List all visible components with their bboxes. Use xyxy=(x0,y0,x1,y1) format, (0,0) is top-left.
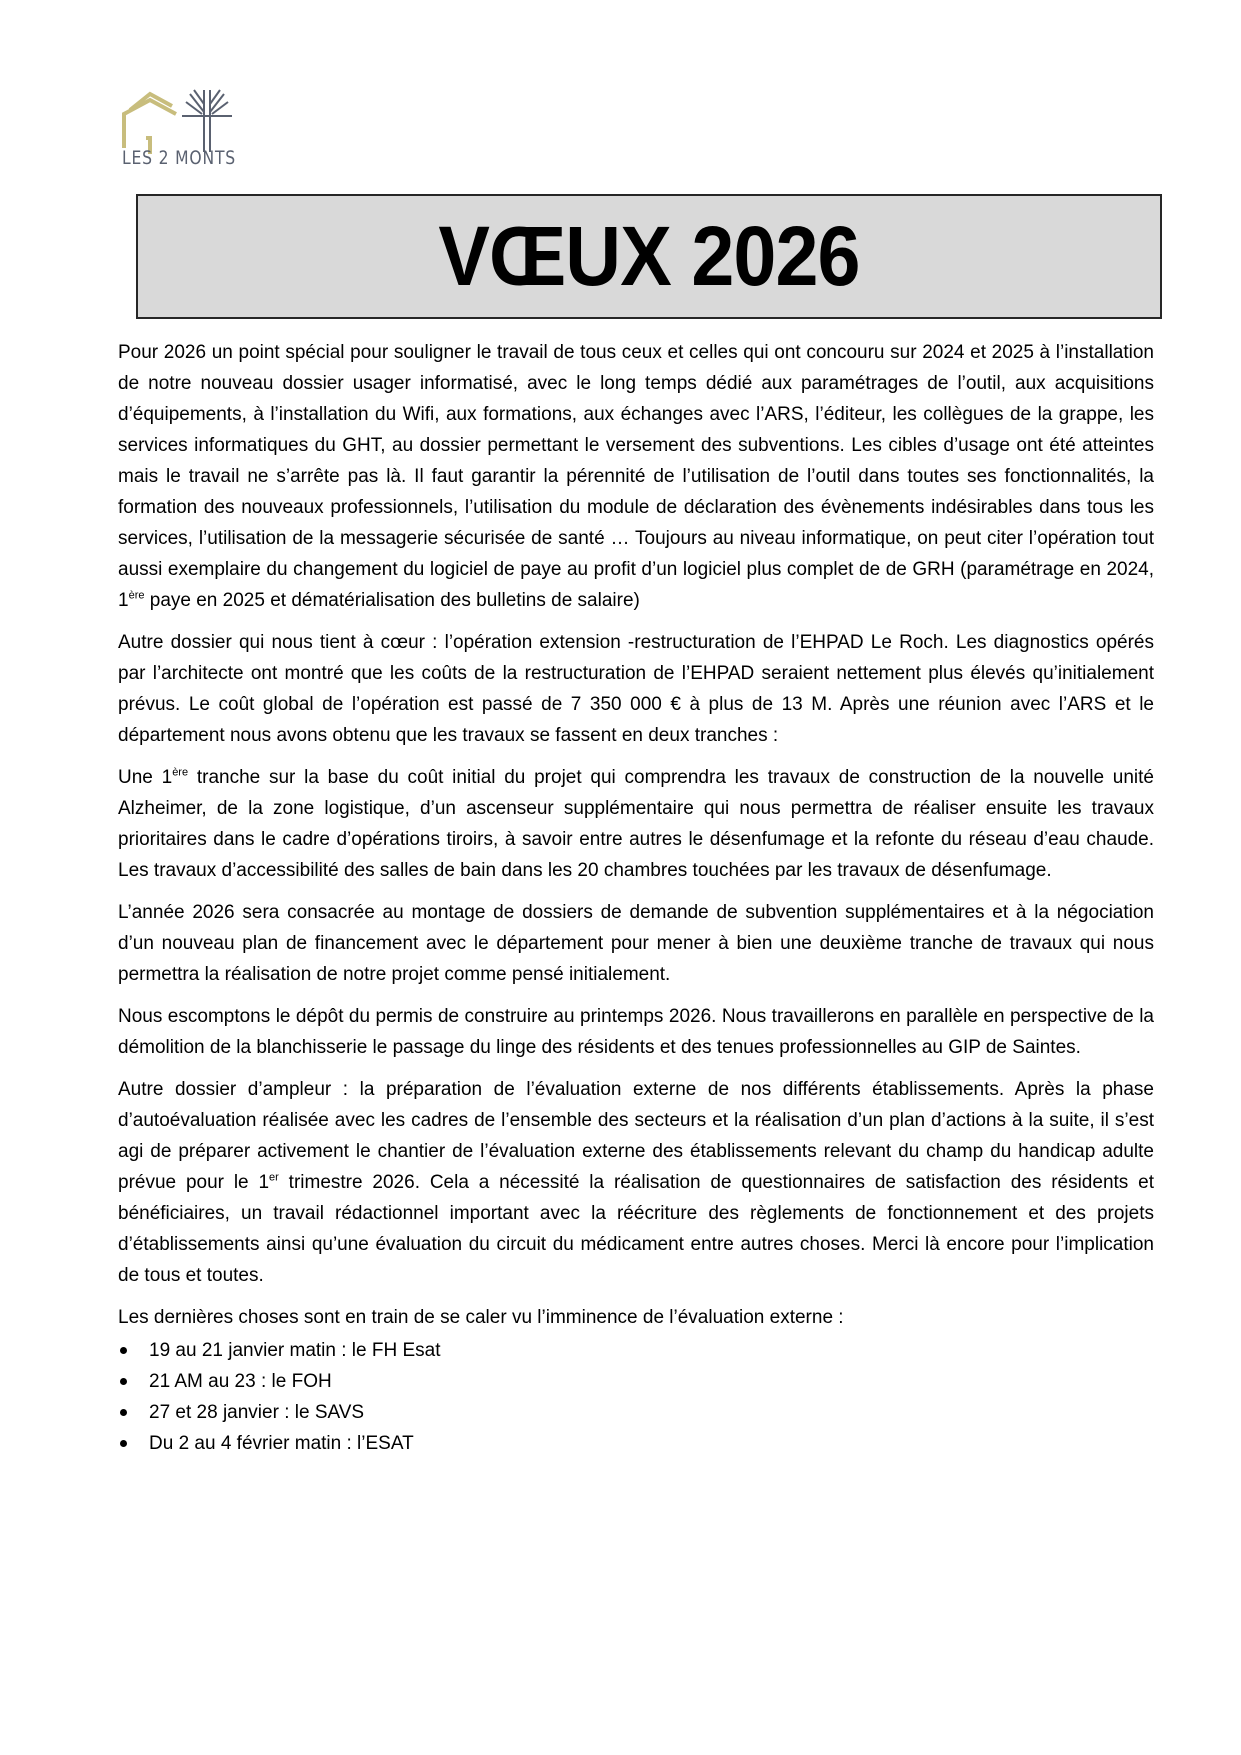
paragraph-ehpad-project: Autre dossier qui nous tient à cœur : l’opération extension -restructuration de l’EHPAD Le Roch. Les diagnostics opérés par l’architecte ont montré que les coûts de la restructuration de l’EHPAD seraient nettement plus élevés qu’initialement prévus. Le coût global de l’opération est passé de 7 350 000 € à plus de 13 M. Après une réunion avec l’ARS et le département nous avons obtenu que les travaux se fassent en deux tranches : xyxy=(118,632,1154,746)
paragraph-schedule-intro: Les dernières choses sont en train de se caler vu l’imminence de l’évaluation externe : xyxy=(118,1307,844,1328)
paragraph-text: trimestre 2026. Cela a nécessité la réalisation de questionnaires de satisfaction des résidents et bénéficiaires, un travail rédactionnel important avec la réécriture des règlements de fonctionnement et des projets d’établissements ainsi qu’une évaluation du circuit du médicament entre autres choses. Merci là encore pour l’implication de tous et toutes. xyxy=(118,1172,1154,1286)
list-item: Du 2 au 4 février matin : l’ESAT xyxy=(118,1428,1154,1459)
logo-wordmark: LES 2 MONTS xyxy=(122,147,237,169)
paragraph-first-phase xyxy=(118,762,1154,886)
paragraph-funding: L’année 2026 sera consacrée au montage de dossiers de demande de subvention supplémentaires et à la négociation d’un nouveau plan de financement avec le département pour mener à bien une deuxième tranche de travaux qui nous permettra la réalisation de notre projet comme pensé initialement. xyxy=(118,902,1154,985)
ordinal-superscript: er xyxy=(269,1171,279,1184)
title-banner xyxy=(136,194,1162,319)
paragraph-text: Pour 2026 un point spécial pour souligner le travail de tous ceux et celles qui ont concouru sur 2024 et 2025 à l’installation de notre nouveau dossier usager informatisé, avec le long temps dédié aux paramétrages de l’outil, aux acquisitions d’équipements, à l’installation du Wifi, aux formations, aux échanges avec l’ARS, l’éditeur, les collègues de la grappe, les services informatiques du GHT, au dossier permettant le versement des subventions. Les cibles d’usage ont été atteintes mais le travail ne s’arrête pas là. Il faut garantir la pérennité de l’utilisation de l’outil dans toutes ses fonctionnalités, la formation des nouveaux professionnels, l’utilisation du module de déclaration des évènements indésirables dans tous les services, l’utilisation de la messagerie sécurisée de santé … Toujours au niveau informatique, on peut citer l’opération tout aussi exemplaire du changement du logiciel de paye au profit d’un logiciel plus complet de de GRH (paramétrage en 2024, 1 xyxy=(118,342,1154,611)
paragraph-text: Autre dossier d’ampleur : la préparation de l’évaluation externe de nos différents établissements. Après la phase d’autoévaluation réalisée avec les cadres de l’ensemble des secteurs et la réalisation d’un plan d’actions à la suite, il s’est agi de préparer activement le chantier de l’évaluation externe des établissements relevant du champ du handicap adulte prévue pour le 1 xyxy=(118,1079,1154,1193)
paragraph-text: paye en 2025 et dématérialisation des bulletins de salaire) xyxy=(144,590,640,611)
paragraph-it-project xyxy=(118,337,1154,616)
ordinal-superscript: ère xyxy=(172,766,189,779)
paragraph-building-permit: Nous escomptons le dépôt du permis de construire au printemps 2026. Nous travaillerons en parallèle en perspective de la démolition de la blanchisserie le passage du linge des résidents et des tenues professionnelles au GIP de Saintes. xyxy=(118,1006,1154,1058)
list-item: 27 et 28 janvier : le SAVS xyxy=(118,1397,1154,1428)
ordinal-superscript: ère xyxy=(128,589,145,602)
paragraph-external-evaluation xyxy=(118,1074,1154,1291)
list-item: 19 au 21 janvier matin : le FH Esat xyxy=(118,1335,1154,1366)
page-title: VŒUX 2026 xyxy=(438,209,860,303)
paragraph-text: tranche sur la base du coût initial du projet qui comprendra les travaux de construction de la nouvelle unité Alzheimer, de la zone logistique, d’un ascenseur supplémentaire qui nous permettra de réaliser ensuite les travaux prioritaires dans le cadre d’opérations tiroirs, à savoir entre autres le désenfumage et la refonte du réseau d’eau chaude. Les travaux d’accessibilité des salles de bain dans les 20 chambres touchées par les travaux de désenfumage. xyxy=(118,767,1154,881)
paragraph-text: Une 1 xyxy=(118,767,173,788)
document-body xyxy=(118,337,1154,1459)
list-item: 21 AM au 23 : le FOH xyxy=(118,1366,1154,1397)
evaluation-schedule-list xyxy=(118,1335,1154,1459)
